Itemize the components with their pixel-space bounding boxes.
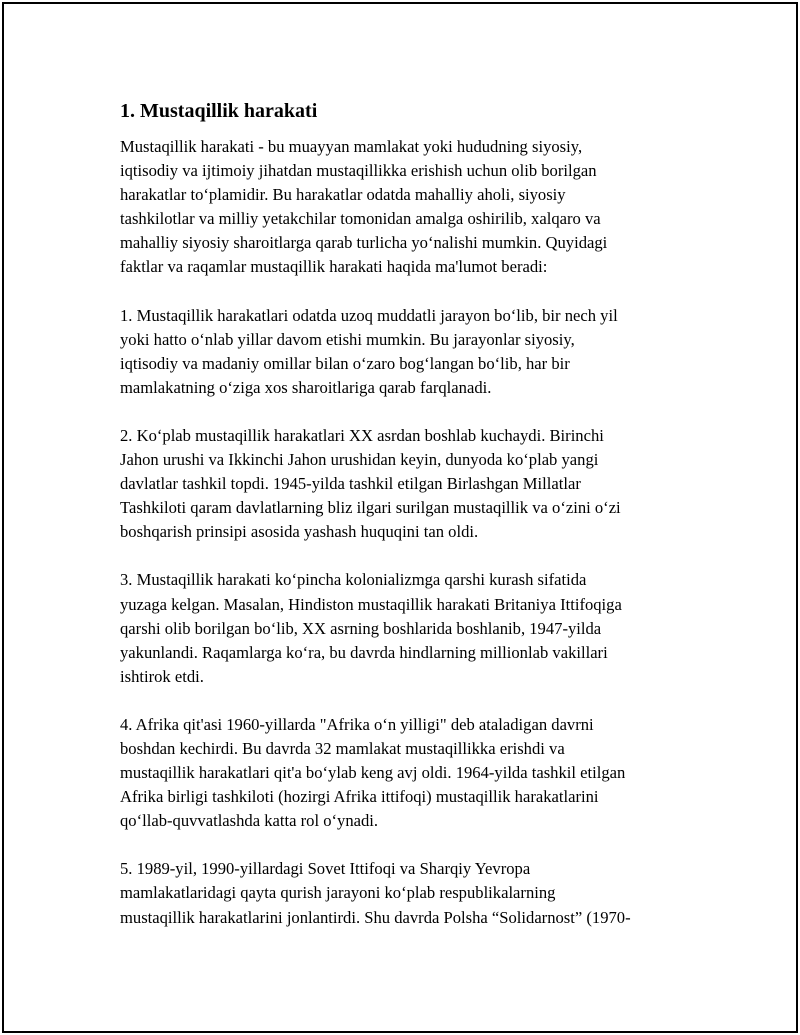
document-title: 1. Mustaqillik harakati [120,100,318,122]
text-line: ishtirok etdi. [120,666,204,686]
text-line: qarshi olib borilgan bo‘lib, XX asrning boshlarida boshlanib, 1947-yilda [120,618,602,638]
text-line: Tashkiloti qaram davlatlarning bliz ilgari surilgan mustaqillik va o‘zini o‘zi [120,498,621,518]
text-line: 2. Ko‘plab mustaqillik harakatlari XX asrdan boshlab kuchaydi. Birinchi [120,425,604,445]
text-line: 5. 1989-yil, 1990-yillardagi Sovet Ittifoqi va Sharqiy Yevropa [120,859,531,879]
text-line: Afrika birligi tashkiloti (hozirgi Afrika ittifoqi) mustaqillik harakatlarini [120,787,599,807]
text-line: mustaqillik harakatlari qit'a bo‘ylab keng avj oldi. 1964-yilda tashkil etilgan [120,763,626,783]
text-line: 4. Afrika qit'asi 1960-yillarda "Afrika o‘n yilligi" deb ataladigan davrni [120,714,594,734]
text-line: mamlakatlaridagi qayta qurish jarayoni ko‘plab respublikalarning [120,883,556,903]
text-line: yoki hatto o‘nlab yillar davom etishi mumkin. Bu jarayonlar siyosiy, [120,329,575,349]
text-line: iqtisodiy va ijtimoiy jihatdan mustaqillikka erishish uchun olib borilgan [120,161,597,181]
text-line: yakunlandi. Raqamlarga ko‘ra, bu davrda hindlarning millionlab vakillari [120,642,608,662]
document-body [120,98,704,954]
text-line: yuzaga kelgan. Masalan, Hindiston mustaqillik harakati Britaniya Ittifoqiga [120,594,622,614]
text-line: mustaqillik harakatlarini jonlantirdi. Shu davrda Polsha “Solidarnost” (1970- [120,907,631,927]
paragraph-point-2 [120,424,704,544]
page-frame [2,2,798,1033]
paragraph-point-5 [120,857,704,929]
text-line: 3. Mustaqillik harakati ko‘pincha kolonializmga qarshi kurash sifatida [120,570,587,590]
paragraph-point-1 [120,304,704,400]
text-line: davlatlar tashkil topdi. 1945-yilda tashkil etilgan Birlashgan Millatlar [120,474,581,494]
text-line: Mustaqillik harakati - bu muayyan mamlakat yoki hududning siyosiy, [120,137,583,156]
text-line: boshdan kechirdi. Bu davrda 32 mamlakat mustaqillikka erishdi va [120,738,565,758]
text-line: iqtisodiy va madaniy omillar bilan o‘zaro bog‘langan bo‘lib, har bir [120,353,570,373]
text-line: tashkilotlar va milliy yetakchilar tomonidan amalga oshirilib, xalqaro va [120,209,601,229]
text-line: mamlakatning o‘ziga xos sharoitlariga qarab farqlanadi. [120,377,492,397]
text-line: 1. Mustaqillik harakatlari odatda uzoq muddatli jarayon bo‘lib, bir nech yil [120,305,618,325]
paragraph-point-4 [120,713,704,833]
text-line: mahalliy siyosiy sharoitlarga qarab turlicha yo‘nalishi mumkin. Quyidagi [120,233,608,253]
text-line: harakatlar to‘plamidir. Bu harakatlar odatda mahalliy aholi, siyosiy [120,185,566,205]
paragraph-point-3 [120,568,704,688]
text-line: boshqarish prinsipi asosida yashash huquqini tan oldi. [120,522,479,542]
text-line: faktlar va raqamlar mustaqillik harakati haqida ma'lumot beradi: [120,257,548,277]
paragraph-intro [120,135,704,280]
text-line: qo‘llab-quvvatlashda katta rol o‘ynadi. [120,811,379,831]
text-line: Jahon urushi va Ikkinchi Jahon urushidan keyin, dunyoda ko‘plab yangi [120,450,599,470]
